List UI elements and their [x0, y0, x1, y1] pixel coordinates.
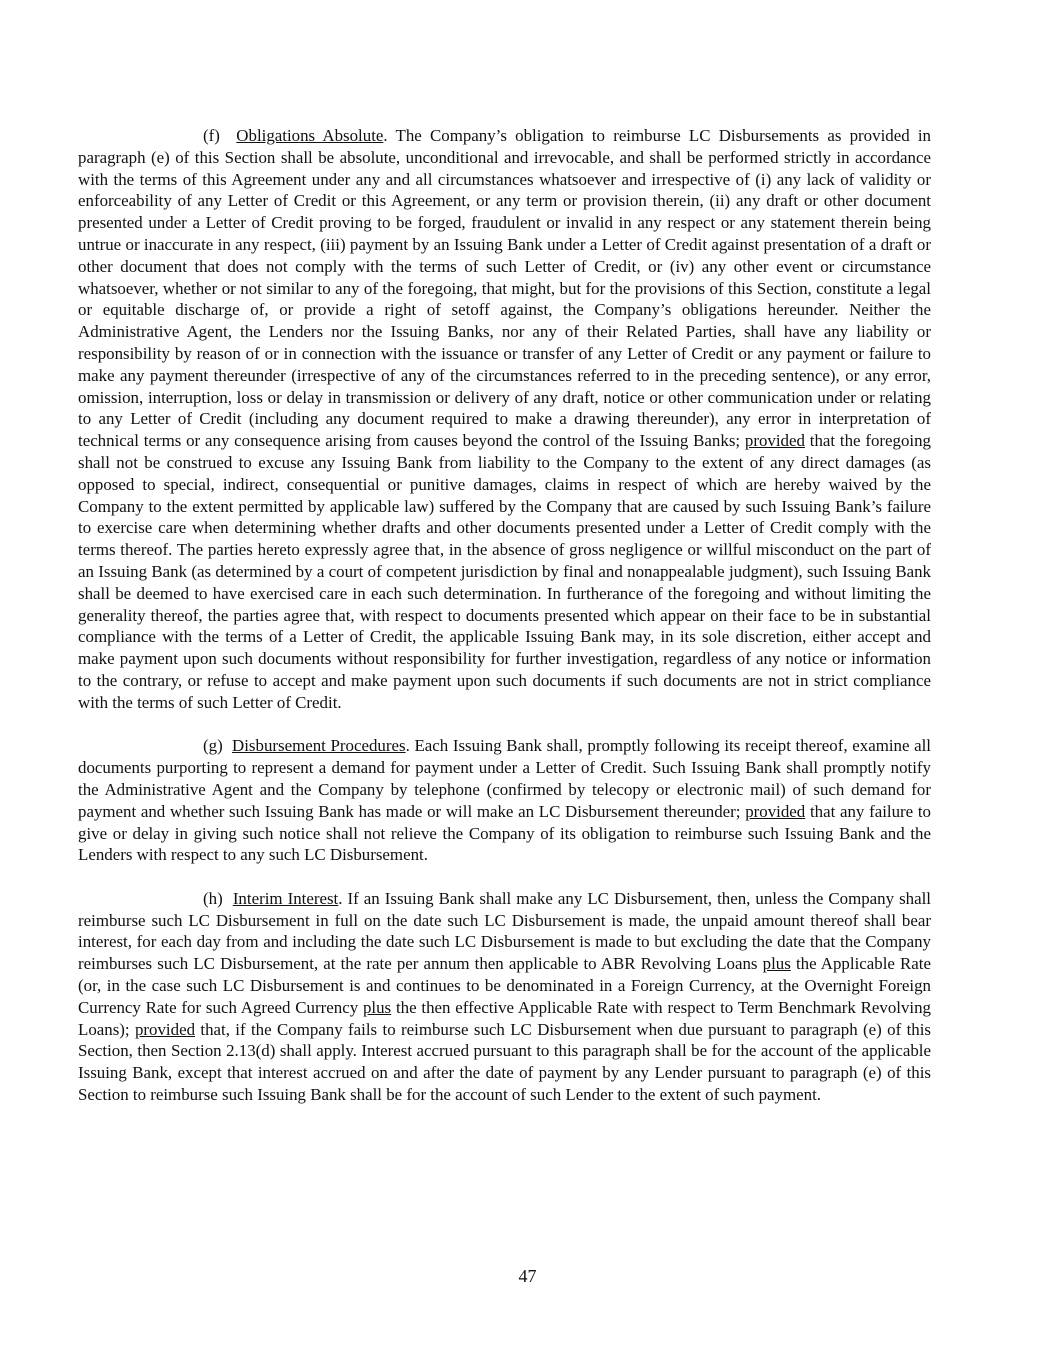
- document-body: [78, 125, 931, 1128]
- paragraph-text: the Applicable Rate (or, in the case such LC Disbursement is and continues to be denominated in a Foreign Currency, at the Overnight Foreign Currency Rate for such Agreed Currency: [78, 954, 931, 1017]
- provided-term: provided: [745, 801, 806, 821]
- plus-term: plus: [362, 997, 392, 1017]
- provided-term: provided: [744, 431, 805, 451]
- paragraph-text: that the foregoing shall not be construed to excuse any Issuing Bank from liability to the Company to the extent of any direct damages (as opposed to special, indirect, consequential or punitive damages, claims in respect of which are hereby waived by the Company to the extent permitted by applicable law) suffered by the Company that are caused by such Issuing Bank’s failure to exercise care when determining whether drafts and other documents presented under a Letter of Credit comply with the terms thereof. The parties hereto expressly agree that, in the absence of gross negligence or willful misconduct on the part of an Issuing Bank (as determined by a court of competent jurisdiction by final and nonappealable judgment), such Issuing Bank shall be deemed to have exercised care in each such determination. In furtherance of the foregoing and without limiting the generality thereof, the parties agree that, with respect to documents presented which appear on their face to be in substantial compliance with the terms of a Letter of Credit, the applicable Issuing Bank may, in its sole discretion, either accept and make payment upon such documents without responsibility for further investigation, regardless of any notice or information to the contrary, or refuse to accept and make payment upon such documents if such documents are not in strict compliance with the terms of such Letter of Credit.: [78, 431, 931, 712]
- paragraph-h: [78, 888, 931, 1106]
- paragraph-label: (g): [203, 736, 223, 756]
- paragraph-label: (f): [203, 126, 220, 145]
- paragraph-heading: Obligations Absolute: [236, 126, 384, 145]
- paragraph-text: the then effective Applicable Rate with respect to Term Benchmark Revolving Loans);: [78, 997, 931, 1039]
- paragraph-text: . The Company’s obligation to reimburse LC Disbursements as provided in paragraph (e) of this Section shall be absolute, unconditional and irrevocable, and shall be performed strictly in accordance with the terms of this Agreement under any and all circumstances whatsoever and irrespective of (i) any lack of validity or enforceability of any Letter of Credit or this Agreement, or any term or provision therein, (ii) any draft or other document presented under a Letter of Credit proving to be forged, fraudulent or invalid in any respect or any statement therein being untrue or inaccurate in any respect, (iii) payment by an Issuing Bank under a Letter of Credit against presentation of a draft or other document that does not comply with the terms of such Letter of Credit, or (iv) any other event or circumstance whatsoever, whether or not similar to any of the foregoing, that might, but for the provisions of this Section, constitute a legal or equitable discharge of, or provide a right of setoff against, the Company’s obligations hereunder. Neither the Administrative Agent, the Lenders nor the Issuing Banks, nor any of their Related Parties, shall have any liability or responsibility by reason of or in connection with the issuance or transfer of any Letter of Credit or any payment or failure to make any payment thereunder (irrespective of any of the circumstances referred to in the preceding sentence), or any error, omission, interruption, loss or delay in transmission or delivery of any draft, notice or other communication under or relating to any Letter of Credit (including any document required to make a drawing thereunder), any error in interpretation of technical terms or any consequence arising from causes beyond the control of the Issuing Banks;: [78, 126, 931, 451]
- paragraph-text: . Each Issuing Bank shall, promptly following its receipt thereof, examine all documents purporting to represent a demand for payment under a Letter of Credit. Such Issuing Bank shall promptly notify the Administrative Agent and the Company by telephone (confirmed by telecopy or electronic mail) of such demand for payment and whether such Issuing Bank has made or will make an LC Disbursement thereunder;: [78, 736, 932, 821]
- provided-term: provided: [134, 1019, 196, 1039]
- paragraph-text: . If an Issuing Bank shall make any LC Disbursement, then, unless the Company shall reimburse such LC Disbursement in full on the date such LC Disbursement is made, the unpaid amount thereof shall bear interest, for each day from and including the date such LC Disbursement is made to but excluding the date that the Company reimburses such LC Disbursement, at the rate per annum then applicable to ABR Revolving Loans: [78, 888, 932, 974]
- paragraph-f: [78, 125, 931, 714]
- page-number: 47: [518, 1266, 537, 1286]
- paragraph-heading: Disbursement Procedures: [232, 736, 406, 756]
- paragraph-heading: Interim Interest: [232, 888, 339, 908]
- paragraph-label: (h): [203, 888, 223, 908]
- paragraph-g: [78, 735, 931, 866]
- paragraph-text: that any failure to give or delay in giving such notice shall not relieve the Company of its obligation to reimburse such Issuing Bank and the Lenders with respect to any such LC Disbursement.: [78, 801, 931, 865]
- paragraph-text: that, if the Company fails to reimburse such LC Disbursement when due pursuant to paragraph (e) of this Section, then Section 2.13(d) shall apply. Interest accrued pursuant to this paragraph shall be for the account of the applicable Issuing Bank, except that interest accrued on and after the date of payment by any Lender pursuant to paragraph (e) of this Section to reimburse such Issuing Bank shall be for the account of such Lender to the extent of such payment.: [78, 1019, 931, 1105]
- plus-term: plus: [762, 954, 791, 974]
